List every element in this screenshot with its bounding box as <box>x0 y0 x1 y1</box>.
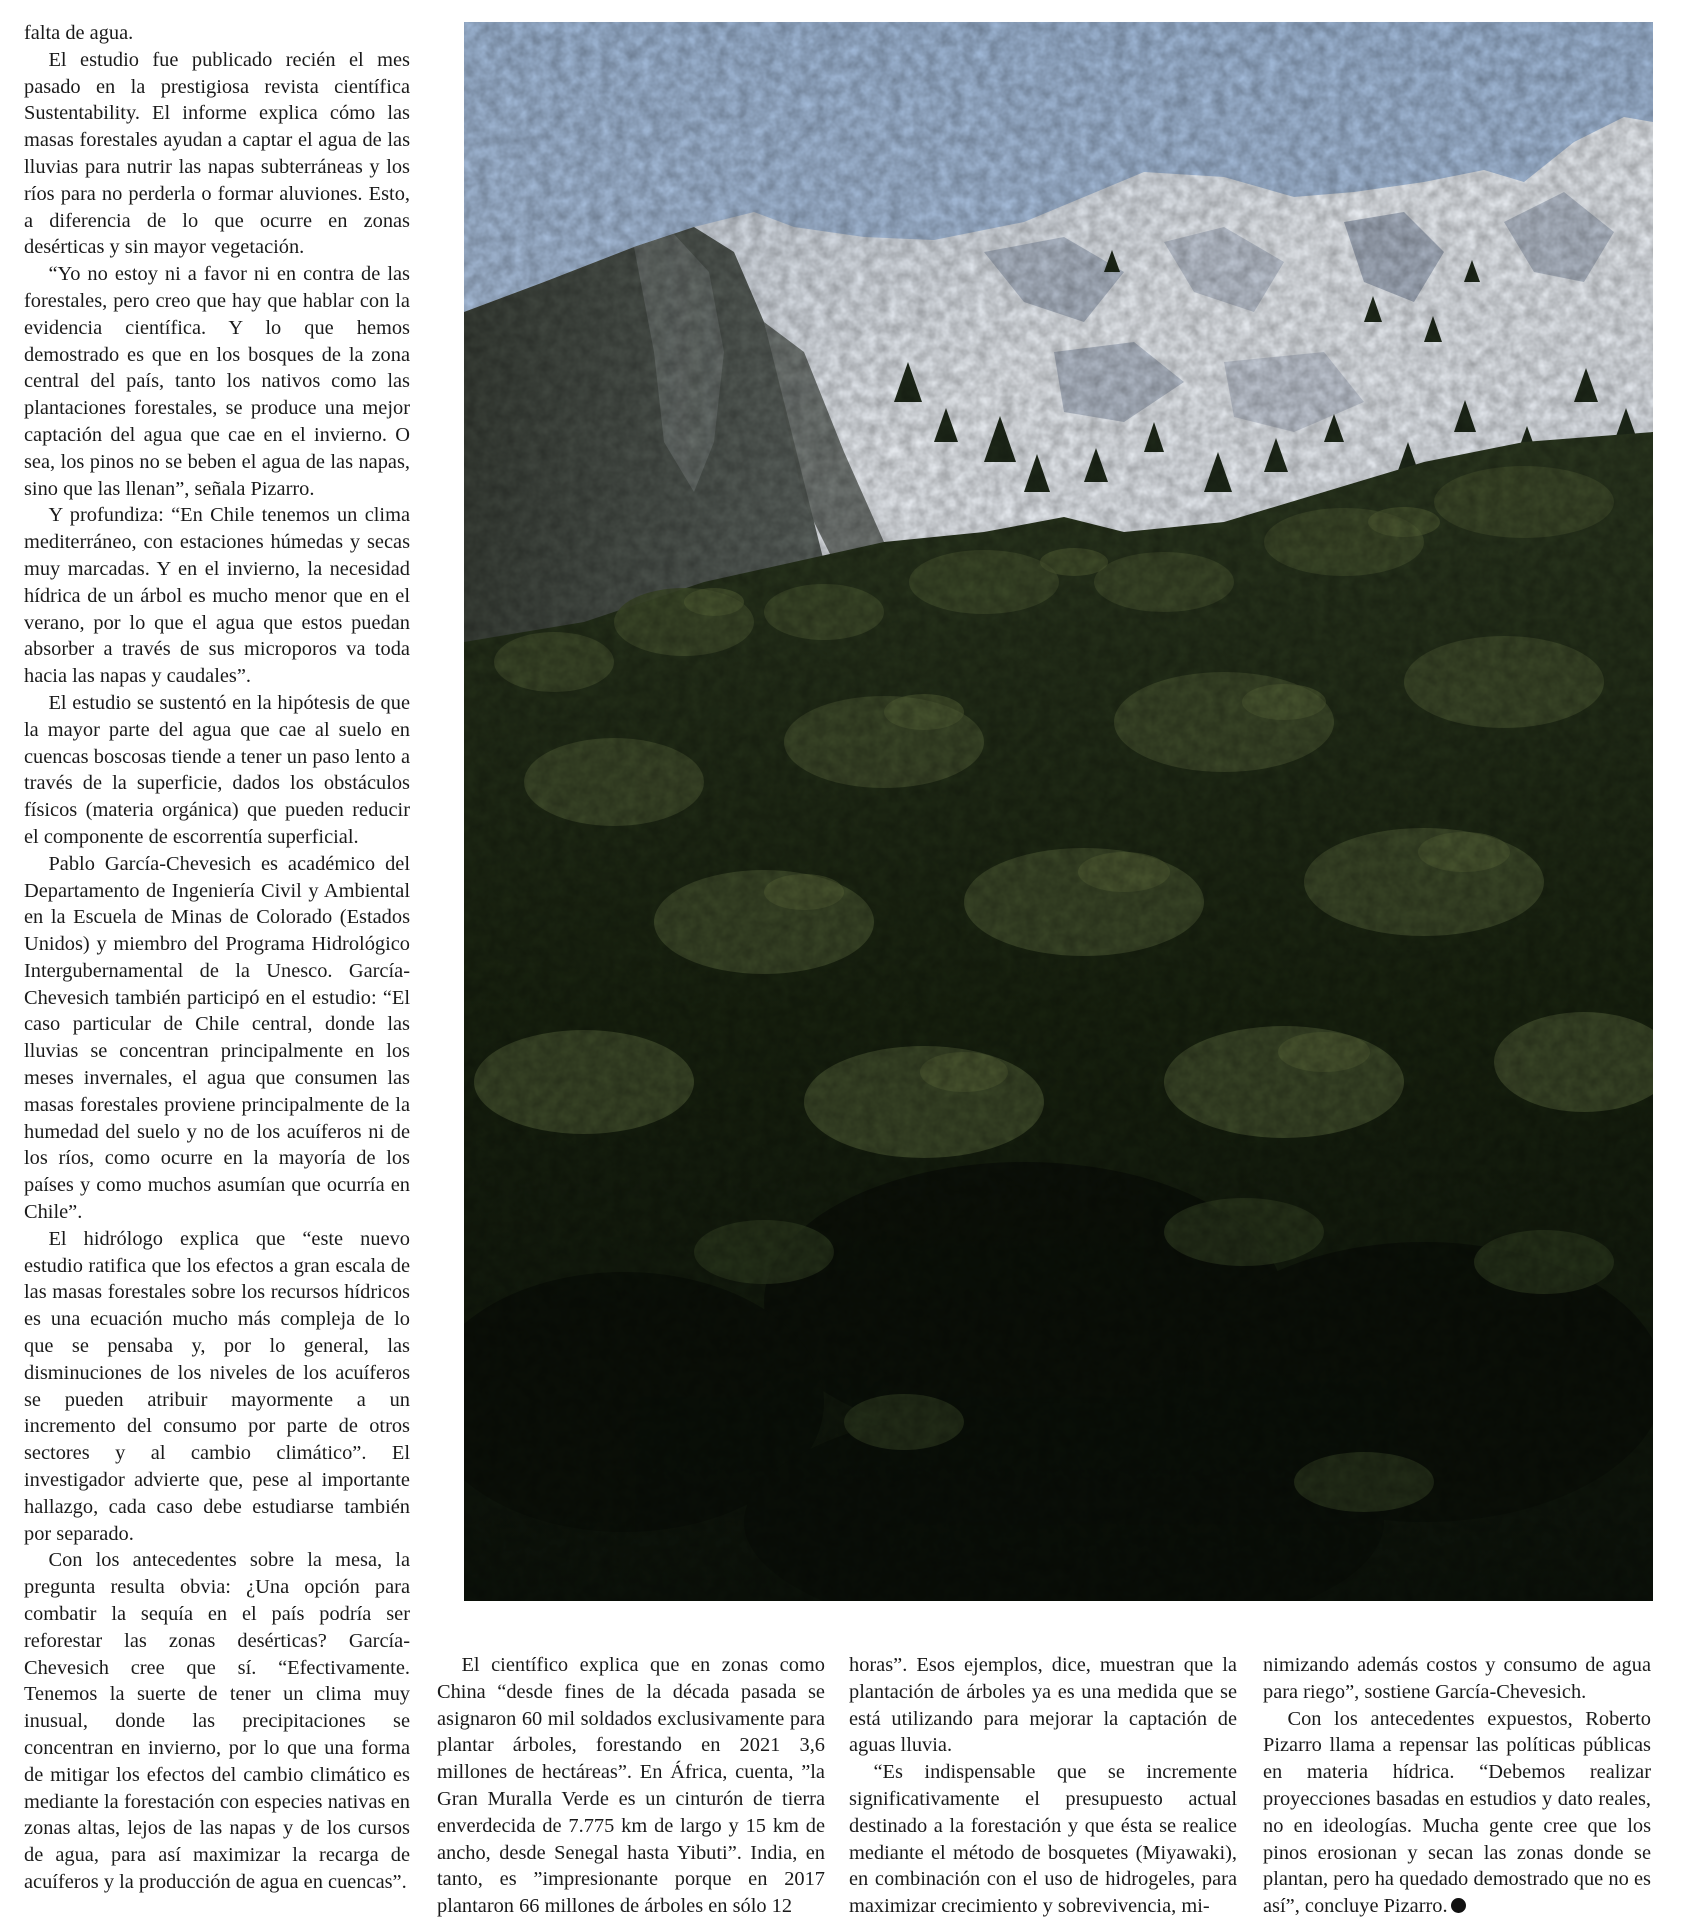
article-left-column <box>24 20 410 1896</box>
paragraph: Pablo García-Chevesich es académico del Departamento de Ingeniería Civil y Ambiental en la Escuela de Minas de Colorado (Estados Unidos) y miembro del Programa Hidrológico Intergubernamental de la Unesco. García-Chevesich también participó en el estudio: “El caso particular de Chile central, donde las lluvias se concentran principalmente en los meses invernales, el agua que consumen las masas forestales proviene principalmente de la humedad del suelo y no de los acuíferos ni de los ríos, como ocurre en la mayoría de los países y como muchos asumían que ocurría en Chile”. <box>24 852 410 1224</box>
article-bottom-column-1 <box>437 1652 825 1920</box>
paragraph: Con los antecedentes sobre la mesa, la pregunta resulta obvia: ¿Una opción para combatir la sequía en el país podría ser reforestar las zonas desérticas? García-Chevesich cree que sí. “Efectivamente. Tenemos la suerte de tener un clima muy inusual, donde las precipitaciones se concentran en invierno, por lo que una forma de mitigar los efectos del cambio climático es mediante la forestación con especies nativas en zonas altas, lejos de las napas y de los cursos de agua, para así maximizar la recarga de acuíferos y la producción de agua en cuencas”. <box>24 1549 410 1893</box>
paragraph: El estudio se sustentó en la hipótesis de que la mayor parte del agua que cae al suelo en cuencas boscosas tiende a tener un paso lento a través de la superficie, dados los obstáculos físicos (materia orgánica) que pueden reducir el componente de escorrentía superficial. <box>24 691 410 848</box>
paragraph-final <box>1263 1706 1651 1920</box>
paragraph: nimizando además costos y consumo de agua para riego”, sostiene García-Chevesich. <box>1263 1654 1651 1703</box>
mountain-forest-photo <box>464 22 1653 1601</box>
photo-illustration <box>464 22 1653 1601</box>
paragraph: El estudio fue publicado recién el mes pasado en la prestigiosa revista científica Sustentability. El informe explica cómo las masas forestales ayudan a captar el agua de las lluvias para nutrir las napas subterráneas y los ríos para no perderla o formar aluviones. Esto, a diferencia de lo que ocurre en zonas desérticas y sin mayor vegetación. <box>24 48 410 259</box>
paragraph: El científico explica que en zonas como China “desde fines de la década pasada se asignaron 60 mil soldados exclusivamente para plantar árboles, forestando en 2021 3,6 millones de hectáreas”. En África, cuenta, ”la Gran Muralla Verde es un cinturón de tierra enverdecida de 7.775 km de largo y 15 km de ancho, desde Senegal hasta Yibuti”. India, en tanto, es ”impresionante porque en 2017 plantaron 66 millones de árboles en sólo 12 <box>437 1654 825 1918</box>
article-bottom-column-3 <box>1263 1652 1651 1920</box>
paragraph: “Es indispensable que se incremente significativamente el presupuesto actual destinado a la forestación y que ésta se realice mediante el método de bosquetes (Miyawaki), en combinación con el uso de hidrogeles, para maximizar crecimiento y sobrevivencia, mi- <box>849 1761 1237 1918</box>
paragraph-final-text: Con los antecedentes expuestos, Roberto Pizarro llama a repensar las políticas públicas en materia hídrica. “Debemos realizar proyecciones basadas en estudios y dato reales, no en ideologías. Mucha gente cree que los pinos erosionan y secan las zonas donde se plantan, pero ha quedado demostrado que no es así”, concluye Pizarro. <box>1263 1707 1651 1918</box>
paragraph: Y profundiza: “En Chile tenemos un clima mediterráneo, con estaciones húmedas y secas muy marcadas. Y en el invierno, la necesidad hídrica de un árbol es mucho menor que en el verano, por lo que el agua que estos puedan absorber a través de sus microporos va toda hacia las napas y caudales”. <box>24 504 410 688</box>
end-mark-icon <box>1451 1898 1466 1913</box>
paragraph: horas”. Esos ejemplos, dice, muestran que la plantación de árboles ya es una medida que se está utilizando para mejorar la captación de aguas lluvia. <box>849 1654 1237 1757</box>
paragraph: El hidrólogo explica que “este nuevo estudio ratifica que los efectos a gran escala de las masas forestales sobre los recursos hídricos es una ecuación mucho más compleja de lo que se pensaba y, por lo general, las disminuciones de los niveles de los acuíferos se pueden atribuir mayormente a un incremento del consumo por parte de otros sectores y al cambio climático”. El investigador advierte que, pese al importante hallazgo, cada caso debe estudiarse también por separado. <box>24 1227 410 1545</box>
paragraph: falta de agua. <box>24 22 134 44</box>
paragraph: “Yo no estoy ni a favor ni en contra de las forestales, pero creo que hay que hablar con la evidencia científica. Y lo que hemos demostrado es que en los bosques de la zona central del país, tanto los nativos como las plantaciones forestales, se produce una mejor captación del agua que cae en el invierno. O sea, los pinos no se beben el agua de las napas, sino que las llenan”, señala Pizarro. <box>24 263 410 500</box>
article-bottom-column-2 <box>849 1652 1237 1920</box>
